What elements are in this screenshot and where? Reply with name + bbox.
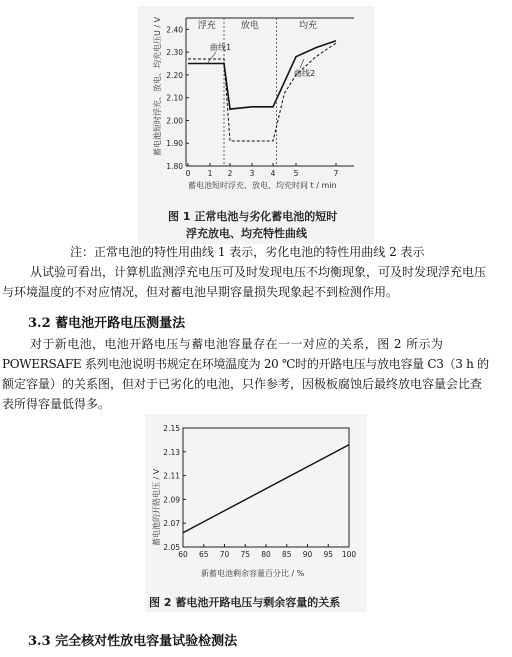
- figure-2-y-tick-label: 2.07: [163, 519, 180, 529]
- figure-2-x-tick-label: 65: [198, 550, 209, 559]
- figure-1-y-tick-label: 1.90: [166, 139, 183, 149]
- figure-1-y-tick-label: 2.40: [166, 25, 183, 35]
- figure-1-x-tick-label: 2: [227, 169, 233, 178]
- figure-2-y-tick-label: 2.11: [163, 471, 180, 481]
- figure-1-x-tick-label: 3: [249, 169, 255, 178]
- figure-1-series-1-leader: [208, 52, 216, 62]
- paragraph-1-line-2: 与环境温度的不对应情况，但对蓄电池早期容量损失现象起不到检测作用。: [2, 285, 399, 299]
- figure-2: [145, 414, 367, 612]
- figure-1-xlabel: 蓄电池短时浮充、放电、均充时间 t / min: [188, 181, 337, 190]
- figure-1-phase-label: 放电: [240, 21, 259, 31]
- figure-1-y-tick-label: 2.00: [166, 116, 183, 126]
- figure-2-y-tick-label: 2.15: [163, 424, 180, 433]
- figure-1-y-tick-label: 2.20: [166, 70, 183, 80]
- figure-2-ylabel: 蓄电池的开路电压 / V: [152, 468, 161, 546]
- figure-1-series-1-label: 曲线1: [210, 43, 232, 52]
- figure-2-plot-frame: [183, 428, 349, 547]
- figure-1-x-tick-label: 0: [185, 169, 191, 178]
- figure-1-ylabel: 蓄电池短时浮充、放电、均充电压U / V: [153, 16, 162, 156]
- figure-1-x-tick-label: 4: [270, 169, 276, 178]
- paragraph-2: [0, 334, 512, 414]
- figure-2-xlabel: 新蓄电池剩余容量百分比 / %: [201, 569, 305, 578]
- figure-2-x-tick-label: 85: [281, 550, 292, 559]
- paragraph-2-line-4: 表所得容量低得多。: [2, 397, 111, 411]
- paragraph-1-line-1: 从试验可看出，计算机监测浮充电压可及时发现电压不均衡现象，可及时发现浮充电压: [30, 265, 487, 279]
- figure-2-x-tick-label: 75: [240, 550, 251, 559]
- figure-1-chart: [138, 6, 374, 244]
- figure-1-series-2-label: 曲线2: [294, 69, 316, 78]
- figure-1-caption-line2: 浮充放电、均充特性曲线: [186, 227, 307, 240]
- figure-2-caption: 图 2 蓄电池开路电压与剩余容量的关系: [149, 596, 341, 609]
- figure-1-phase-label: 浮充: [197, 21, 216, 31]
- figure-2-x-tick-label: 100: [341, 550, 357, 559]
- figure-1-y-tick-label: 2.30: [166, 48, 183, 58]
- paragraph-2-line-3: 额定容量）的关系图，但对于已劣化的电池，只作参考，因极板腐蚀后最终放电容量会比查: [2, 377, 483, 391]
- figure-2-y-tick-label: 2.09: [163, 495, 180, 505]
- figure-1-phase-label: 均充: [298, 21, 318, 31]
- figure-1-note: 注：正常电池的特性用曲线 1 表示，劣化电池的特性用曲线 2 表示: [70, 245, 425, 259]
- figure-1-series-2-leader: [300, 59, 304, 68]
- section-heading-3-2: 3.2 蓄电池开路电压测量法: [28, 316, 186, 331]
- figure-2-x-tick-label: 70: [219, 550, 230, 559]
- figure-1-x-tick-label: 1: [207, 169, 213, 178]
- figure-2-y-tick-label: 2.05: [163, 543, 180, 552]
- figure-2-x-tick-label: 60: [178, 550, 188, 559]
- paragraph-2-line-1: 对于新电池，电池开路电压与蓄电池容量存在一一对应的关系，图 2 所示为: [30, 337, 444, 351]
- figure-2-chart: [145, 414, 367, 612]
- paragraph-1: [0, 262, 512, 302]
- figure-1-y-tick-label: 2.10: [166, 93, 183, 103]
- figure-1-series-2-line: [188, 43, 336, 141]
- figure-1: [138, 6, 374, 244]
- figure-2-x-tick-label: 90: [302, 550, 313, 559]
- figure-1-caption-line1: 图 1 正常电池与劣化蓄电池的短时: [168, 210, 338, 223]
- figure-2-x-tick-label: 95: [323, 550, 334, 559]
- figure-1-x-tick-label: 7: [333, 169, 339, 178]
- figure-2-x-tick-label: 80: [261, 550, 271, 559]
- paragraph-2-line-2: POWERSAFE 系列电池说明书规定在环境温度为 20 ℃时的开路电压与放电容量 C3（3 h 的: [2, 357, 489, 371]
- figure-1-x-tick-label: 5: [293, 169, 299, 178]
- figure-1-y-tick-label: 1.80: [166, 162, 183, 171]
- figure-2-y-tick-label: 2.13: [163, 447, 180, 457]
- section-heading-3-3: 3.3 完全核对性放电容量试验检测法: [28, 634, 238, 649]
- figure-2-series-line: [183, 445, 349, 533]
